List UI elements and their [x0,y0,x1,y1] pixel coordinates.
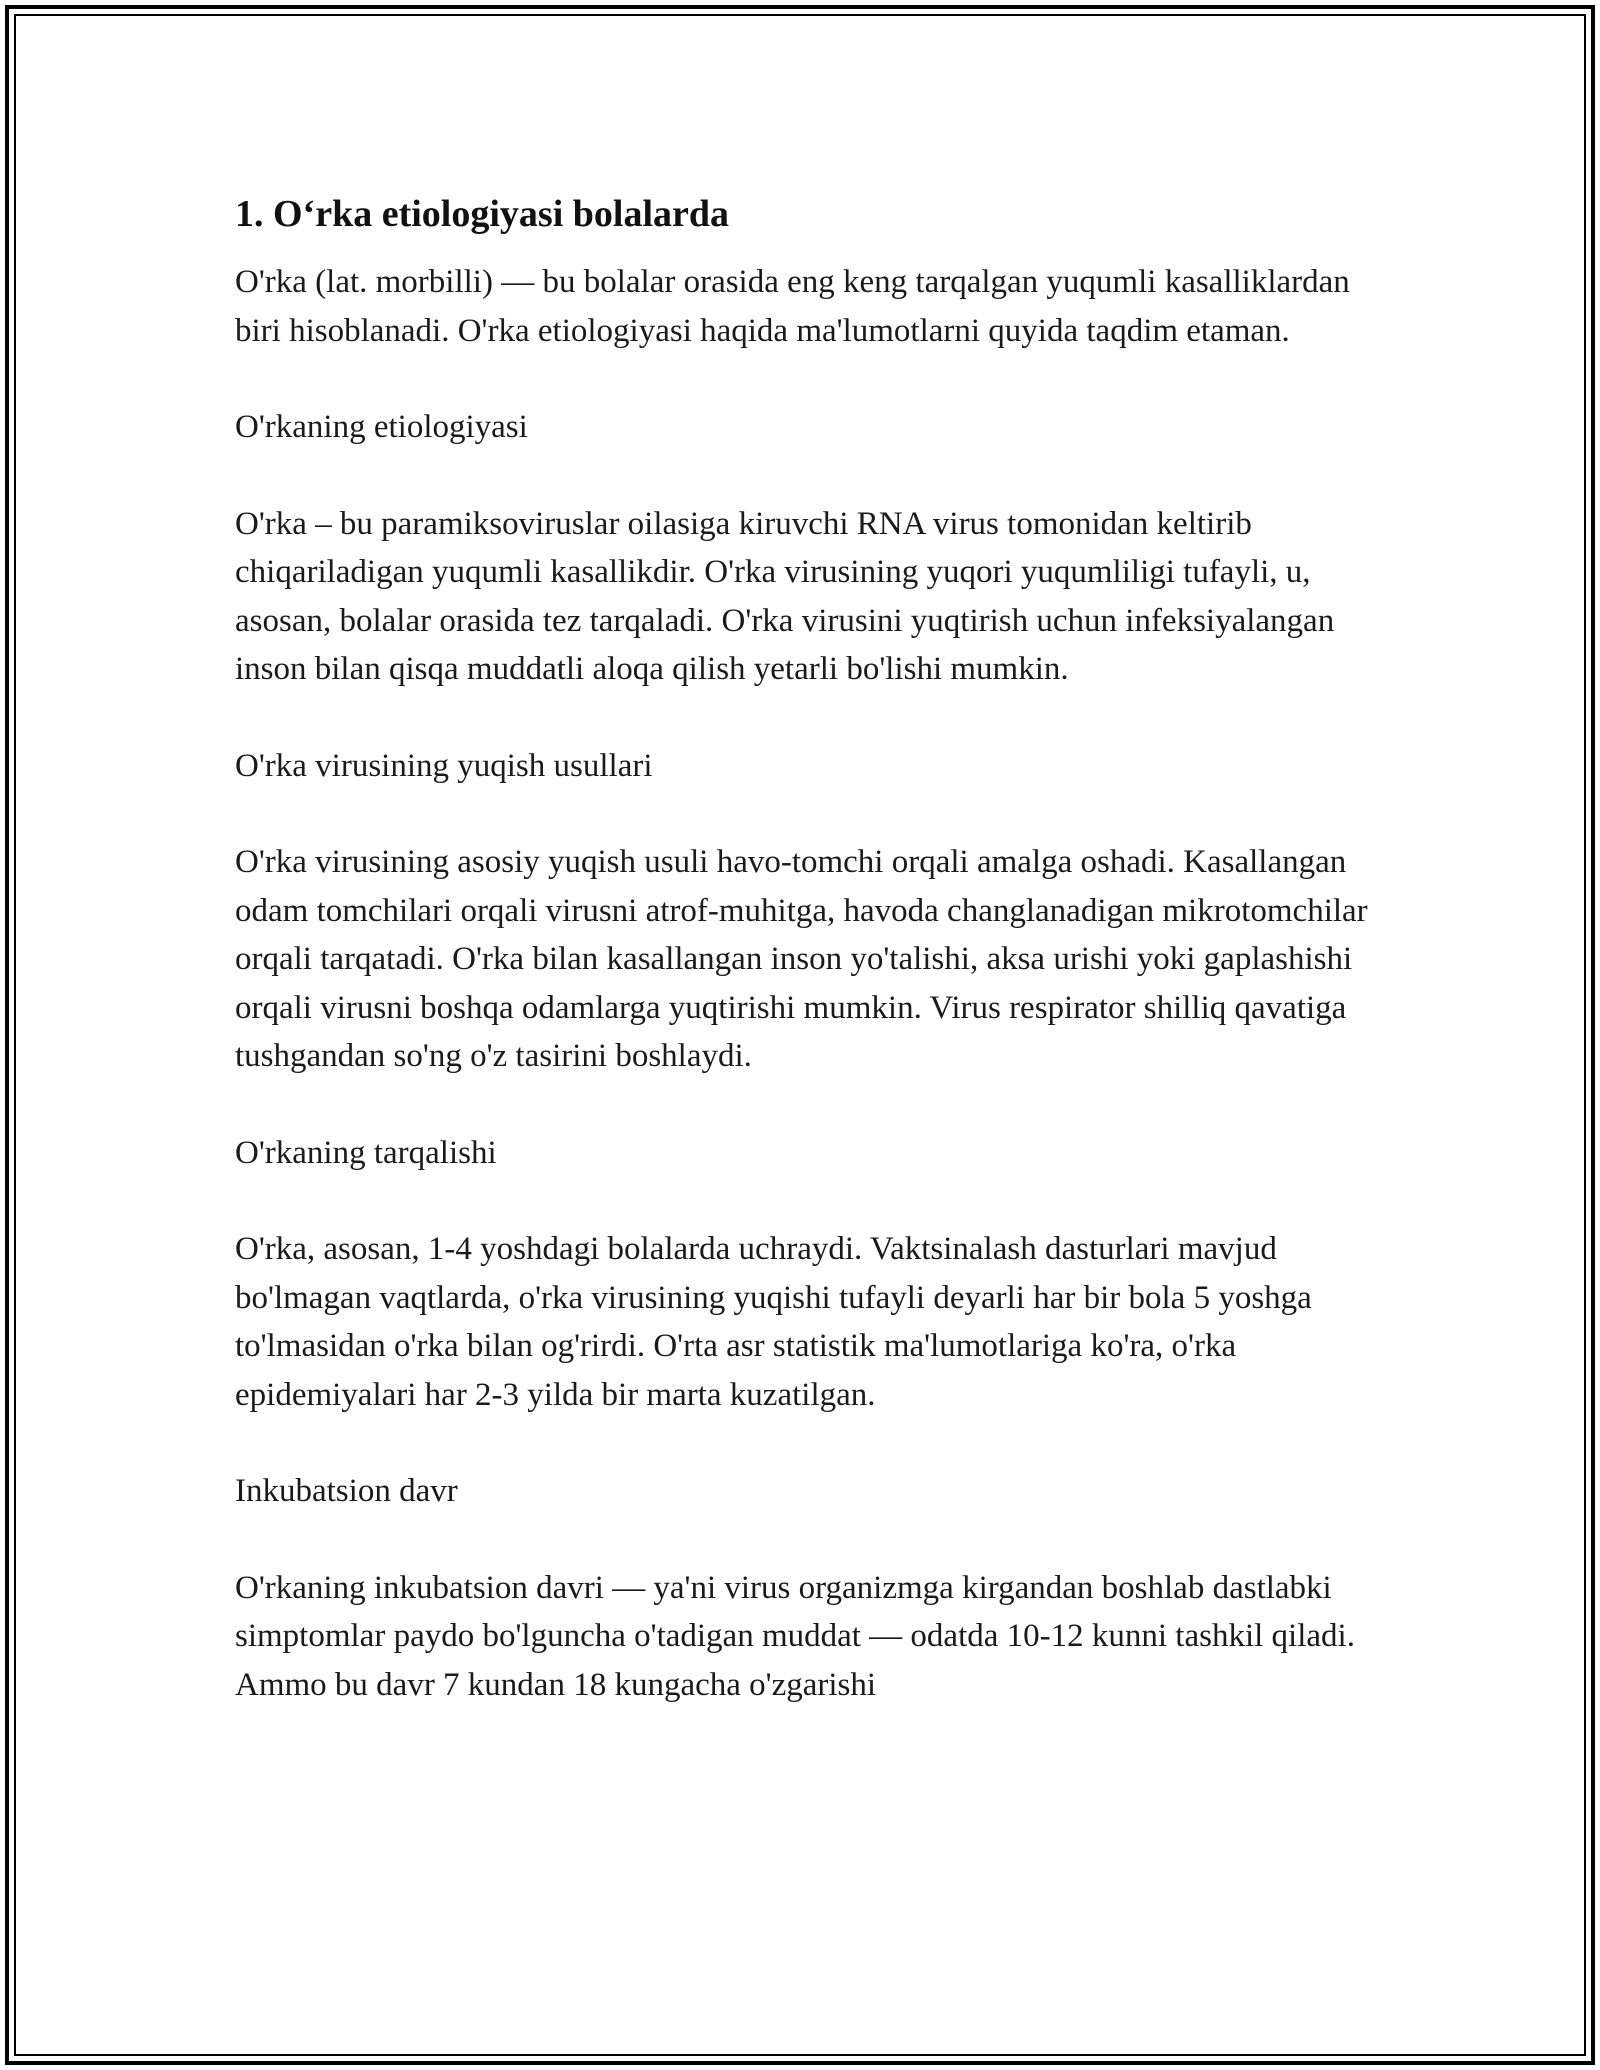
section-heading-incubation: Inkubatsion davr [235,1473,458,1509]
section-heading-etiology: O'rkaning etiologiyasi [235,409,528,445]
section-heading-spread: O'rkaning tarqalishi [235,1134,497,1171]
intro-paragraph: O'rka (lat. morbilli) — bu bolalar orasida eng keng tarqalgan yuqumli kasalliklardan biri hisoblanadi. O'rka etiologiyasi haqida ma'lumotlarni quyida taqdim etaman. [235,264,1350,349]
section-heading-transmission: O'rka virusining yuqish usullari [235,747,653,784]
transmission-paragraph: O'rka virusining asosiy yuqish usuli havo-tomchi orqali amalga oshadi. Kasallangan odam tomchilari orqali virusni atrof-muhitga, havoda changlanadigan mikrotomchilar orqali tarqatadi. O'rka bilan kasallangan inson yo'talishi, aksa urishi yoki gaplashishi orqali virusni boshqa odamlarga yuqtirishi mumkin. Virus respirator shilliq qavatiga tushgandan so'ng o'z tasirini boshlaydi. [235,844,1368,1074]
document-body [235,188,1395,1709]
document-title: 1. O‘rka etiologiyasi bolalarda [235,193,729,235]
incubation-paragraph: O'rkaning inkubatsion davri — ya'ni virus organizmga kirgandan boshlab dastlabki simptomlar paydo bo'lguncha o'tadigan muddat — odatda 10-12 kunni tashkil qiladi. Ammo bu davr 7 kundan 18 kungacha o'zgarishi [235,1569,1355,1703]
spread-paragraph: O'rka, asosan, 1-4 yoshdagi bolalarda uchraydi. Vaktsinalash dasturlari mavjud bo'lmagan vaqtlarda, o'rka virusining yuqishi tufayli deyarli har bir bola 5 yoshga to'lmasidan o'rka bilan og'rirdi. O'rta asr statistik ma'lumotlariga ko'ra, o'rka epidemiyalari har 2-3 yilda bir marta kuzatilgan. [235,1231,1312,1413]
etiology-paragraph: O'rka – bu paramiksoviruslar oilasiga kiruvchi RNA virus tomonidan keltirib chiqariladigan yuqumli kasallikdir. O'rka virusining yuqori yuqumliligi tufayli, u, asosan, bolalar orasida tez tarqaladi. O'rka virusini yuqtirish uchun infeksiyalangan inson bilan qisqa muddatli aloqa qilish yetarli bo'lishi mumkin. [235,505,1335,687]
